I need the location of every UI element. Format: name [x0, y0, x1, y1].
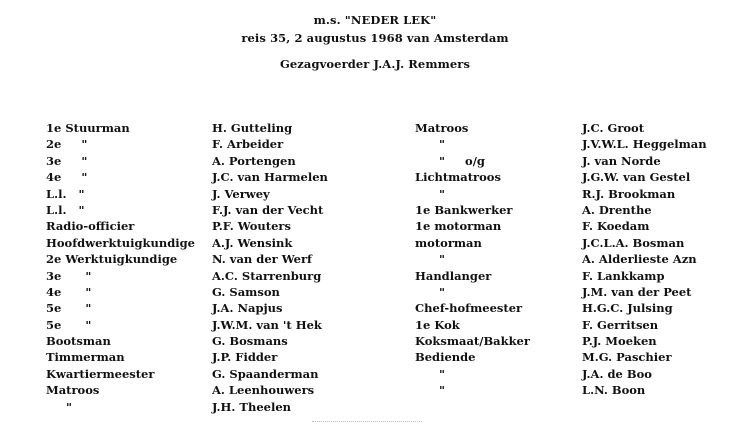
crew-name: J.G.W. van Gestel: [582, 170, 691, 185]
role-item: 1e Stuurman: [46, 121, 130, 135]
crew-name: J.C. Groot: [582, 121, 645, 135]
role-item: ": [415, 186, 446, 201]
crew-name: J.A. Napjus: [212, 301, 283, 316]
crew-name: G. Spaanderman: [212, 366, 319, 381]
role-item: ": [415, 284, 446, 299]
role-item: " o/g: [415, 153, 485, 168]
role-item: Matroos: [415, 121, 469, 135]
captain-line: Gezagvoerder J.A.J. Remmers: [279, 57, 471, 71]
role-item: Radio-officier: [46, 219, 135, 234]
role-item: 1e Kok: [415, 317, 460, 332]
crew-name: J.A. de Boo: [582, 366, 652, 381]
ship-title: m.s. "NEDER LEK": [313, 13, 437, 27]
role-item: ": [415, 137, 446, 152]
role-item: Handlanger: [415, 268, 492, 283]
role-item: L.l. ": [46, 186, 85, 201]
role-item: Bootsman: [46, 334, 111, 349]
crew-name: J.M. van der Peet: [582, 284, 692, 299]
role-item: Chef-hofmeester: [415, 301, 523, 316]
voyage-line: reis 35, 2 augustus 1968 van Amsterdam: [241, 31, 509, 45]
crew-name: M.G. Paschier: [582, 350, 672, 365]
role-item: ": [415, 383, 446, 398]
crew-name: A.J. Wensink: [212, 235, 293, 250]
role-item: L.l. ": [46, 202, 85, 217]
crew-name: J.H. Theelen: [212, 399, 292, 414]
crew-name: F.J. van der Vecht: [212, 202, 324, 217]
crew-name: L.N. Boon: [582, 383, 646, 398]
right-roles-column: [415, 120, 530, 399]
crew-name: A. Alderlieste Azn: [582, 252, 697, 267]
crew-name: N. van der Werf: [212, 252, 313, 267]
crew-name: J. van Norde: [582, 153, 661, 168]
crew-name: F. Koedam: [582, 219, 650, 234]
role-item: 3e ": [46, 268, 92, 283]
role-item: ": [415, 252, 446, 267]
crew-name: R.J. Brookman: [582, 186, 676, 201]
crew-name: H.G.C. Julsing: [582, 301, 673, 316]
crew-name: F. Gerritsen: [582, 317, 659, 332]
crew-name: P.J. Moeken: [582, 334, 657, 349]
crew-name: J.P. Fidder: [212, 350, 278, 365]
left-names-column: [212, 120, 328, 415]
crew-name: P.F. Wouters: [212, 219, 291, 234]
role-item: ": [415, 366, 446, 381]
left-roles-column: [46, 120, 195, 415]
role-item: Lichtmatroos: [415, 170, 501, 185]
role-item: motorman: [415, 235, 482, 250]
role-item: 3e ": [46, 153, 88, 168]
role-item: Hoofdwerktuigkundige: [46, 235, 195, 250]
role-item: Matroos: [46, 383, 100, 398]
crew-name: A. Portengen: [212, 153, 296, 168]
role-item: Kwartiermeester: [46, 366, 155, 381]
role-item: 4e ": [46, 170, 88, 185]
crew-name: G. Samson: [212, 284, 280, 299]
role-item: 5e ": [46, 301, 92, 316]
crew-name: J.C.L.A. Bosman: [582, 235, 685, 250]
crew-name: F. Arbeider: [212, 137, 284, 152]
role-item: Bediende: [415, 350, 476, 365]
crew-name: A. Drenthe: [582, 202, 652, 217]
crew-name: J. Verwey: [212, 186, 270, 201]
crew-name: J.V.W.L. Heggelman: [582, 137, 707, 152]
role-item: 1e motorman: [415, 219, 502, 234]
crew-name: H. Gutteling: [212, 121, 293, 135]
role-item: Timmerman: [46, 350, 125, 365]
footer-divider: [312, 421, 422, 423]
role-item: ": [46, 399, 73, 414]
crew-name: A. Leenhouwers: [212, 383, 315, 398]
crew-name: J.W.M. van 't Hek: [212, 317, 322, 332]
role-item: 4e ": [46, 284, 92, 299]
crew-name: G. Bosmans: [212, 334, 288, 349]
crew-name: A.C. Starrenburg: [212, 268, 322, 283]
role-item: Koksmaat/Bakker: [415, 334, 530, 349]
role-item: 1e Bankwerker: [415, 202, 513, 217]
crew-name: F. Lankkamp: [582, 268, 665, 283]
right-names-column: [582, 120, 707, 399]
role-item: 5e ": [46, 317, 92, 332]
crew-name: J.C. van Harmelen: [212, 170, 328, 185]
role-item: 2e Werktuigkundige: [46, 252, 178, 267]
role-item: 2e ": [46, 137, 88, 152]
